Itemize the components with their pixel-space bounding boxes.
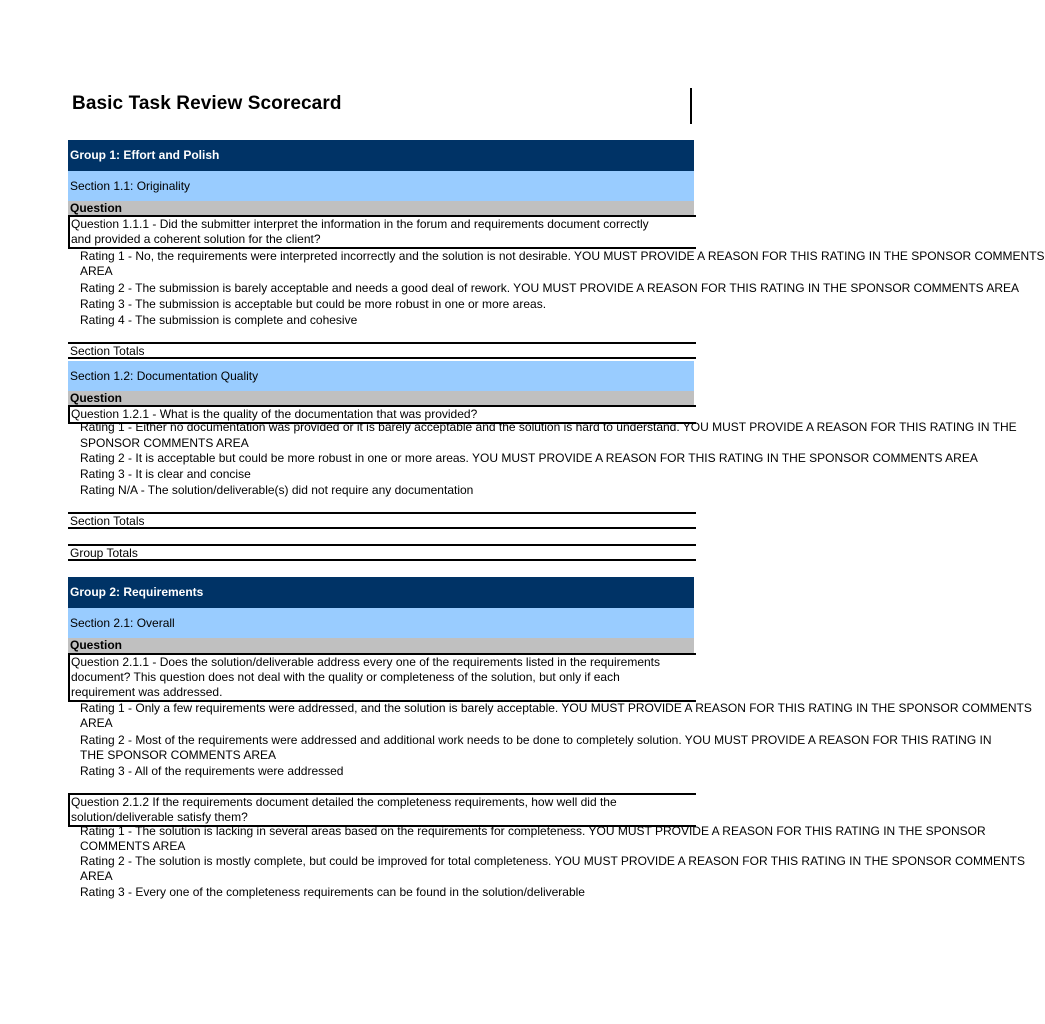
- section-totals-row: Section Totals: [68, 512, 696, 529]
- rating-option[interactable]: Rating 3 - All of the requirements were addressed: [80, 764, 344, 778]
- rating-option[interactable]: Rating 3 - The submission is acceptable but could be more robust in one or more areas.: [80, 297, 547, 311]
- question-column-header: Question: [68, 391, 694, 406]
- group-totals-row: Group Totals: [68, 544, 696, 561]
- rating-option-continued: SPONSOR COMMENTS AREA: [80, 436, 249, 450]
- scorecard-sheet: [68, 0, 1045, 1024]
- rating-option-continued: AREA: [80, 869, 113, 883]
- section-header[interactable]: Section 2.1: Overall: [68, 608, 694, 638]
- rating-option[interactable]: Rating 2 - The submission is barely acceptable and needs a good deal of rework. YOU MUST PROVIDE A REASON FOR THIS RATING IN THE SPONSOR COMMENTS AREA: [80, 281, 1020, 295]
- rating-option[interactable]: Rating 2 - Most of the requirements were addressed and additional work needs to be done to completely solution. YOU MUST PROVIDE A REASON FOR THIS RATING IN: [80, 733, 992, 747]
- rating-option[interactable]: Rating 2 - The solution is mostly complete, but could be improved for total completeness. YOU MUST PROVIDE A REASON FOR THIS RATING IN THE SPONSOR COMMENTS: [80, 854, 1025, 868]
- rating-option-continued: COMMENTS AREA: [80, 839, 186, 853]
- rating-option[interactable]: Rating 3 - Every one of the completeness requirements can be found in the solution/deliverable: [80, 885, 585, 899]
- question-column-header: Question: [68, 638, 694, 653]
- rating-option[interactable]: Rating 1 - The solution is lacking in several areas based on the requirements for completeness. YOU MUST PROVIDE A REASON FOR THIS RATING IN THE SPONSOR: [80, 824, 986, 838]
- question-text: and provided a coherent solution for the client?: [71, 232, 321, 246]
- rating-option[interactable]: Rating 2 - It is acceptable but could be more robust in one or more areas. YOU MUST PROVIDE A REASON FOR THIS RATING IN THE SPONSOR COMMENTS AREA: [80, 451, 978, 465]
- rating-option[interactable]: Rating 3 - It is clear and concise: [80, 467, 251, 481]
- section-totals-row: Section Totals: [68, 342, 696, 359]
- rating-option[interactable]: Rating 1 - Only a few requirements were addressed, and the solution is barely acceptable. YOU MUST PROVIDE A REASON FOR THIS RATING IN THE SPONSOR COMMENTS: [80, 701, 1032, 715]
- group-header[interactable]: Group 2: Requirements: [68, 577, 694, 608]
- rating-option[interactable]: Rating N/A - The solution/deliverable(s) did not require any documentation: [80, 483, 474, 497]
- question-text: Question 1.2.1 - What is the quality of the documentation that was provided?: [71, 407, 478, 421]
- question-text: solution/deliverable satisfy them?: [71, 810, 248, 824]
- question-text: requirement was addressed.: [71, 685, 223, 699]
- group-header[interactable]: Group 1: Effort and Polish: [68, 140, 694, 171]
- rating-option-continued: AREA: [80, 716, 113, 730]
- rating-option[interactable]: Rating 1 - No, the requirements were interpreted incorrectly and the solution is not desirable. YOU MUST PROVIDE A REASON FOR THIS RATING IN THE SPONSOR COMMENTS: [80, 249, 1045, 263]
- question-cell[interactable]: [68, 793, 696, 827]
- rating-option[interactable]: Rating 1 - Either no documentation was provided or it is barely acceptable and the solution is hard to understand. YOU MUST PROVIDE A REASON FOR THIS RATING IN THE: [80, 420, 1017, 434]
- question-cell[interactable]: [68, 653, 696, 702]
- page-title: Basic Task Review Scorecard: [72, 93, 342, 114]
- question-column-header: Question: [68, 201, 694, 216]
- rating-option[interactable]: Rating 4 - The submission is complete and cohesive: [80, 313, 358, 327]
- rating-option-continued: THE SPONSOR COMMENTS AREA: [80, 748, 277, 762]
- question-text: document? This question does not deal with the quality or completeness of the solution, but only if each: [71, 670, 620, 684]
- rating-option-continued: AREA: [80, 264, 113, 278]
- section-header[interactable]: Section 1.2: Documentation Quality: [68, 361, 694, 391]
- question-text: Question 2.1.1 - Does the solution/deliverable address every one of the requirements listed in the requirements: [71, 655, 660, 669]
- section-header[interactable]: Section 1.1: Originality: [68, 171, 694, 201]
- question-text: Question 1.1.1 - Did the submitter interpret the information in the forum and requirements document correctly: [71, 217, 649, 231]
- question-cell[interactable]: [68, 215, 696, 249]
- question-text: Question 2.1.2 If the requirements document detailed the completeness requirements, how well did the: [71, 795, 617, 809]
